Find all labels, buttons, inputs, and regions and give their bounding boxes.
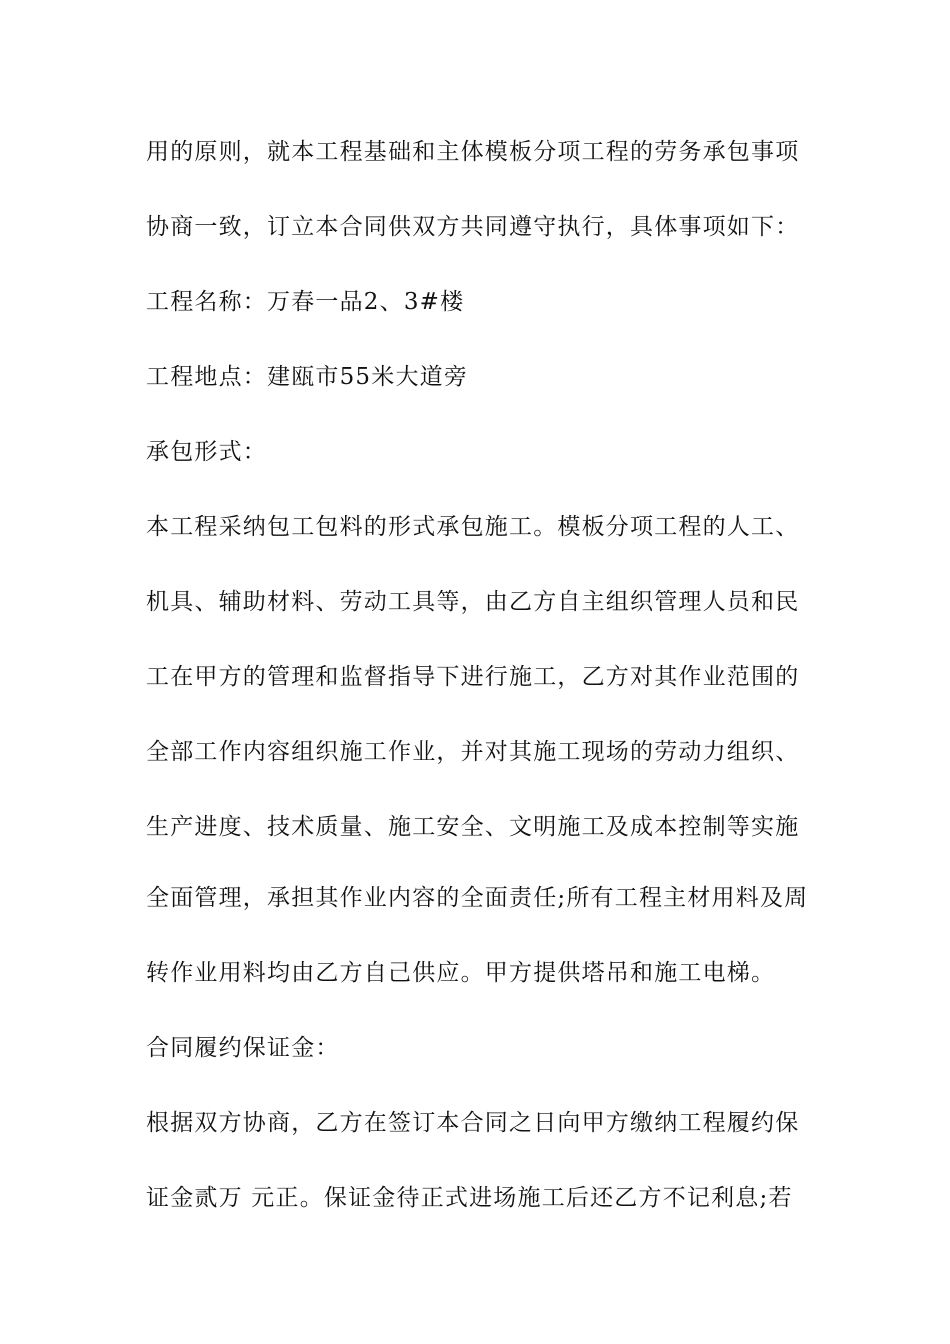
text-line: 本工程采纳包工包料的形式承包施工。模板分项工程的人工、: [146, 514, 800, 540]
text-line: 全部工作内容组织施工作业，并对其施工现场的劳动力组织、: [146, 739, 800, 765]
text-line: 协商一致，订立本合同供双方共同遵守执行，具体事项如下：: [146, 214, 800, 240]
text-line: 用的原则，就本工程基础和主体模板分项工程的劳务承包事项: [146, 139, 800, 165]
text-line: 工程名称：万春一品2、3#楼: [146, 289, 465, 315]
text-line: 证金贰万 元正。保证金待正式进场施工后还乙方不记利息;若: [146, 1185, 793, 1211]
text-line: 根据双方协商，乙方在签订本合同之日向甲方缴纳工程履约保: [146, 1110, 800, 1136]
text-line: 工在甲方的管理和监督指导下进行施工，乙方对其作业范围的: [146, 664, 800, 690]
section-heading: 合同履约保证金：: [146, 1035, 340, 1061]
text-line: 全面管理，承担其作业内容的全面责任;所有工程主材用料及周: [146, 885, 809, 911]
text-line: 转作业用料均由乙方自己供应。甲方提供塔吊和施工电梯。: [146, 960, 776, 986]
text-line: 机具、辅助材料、劳动工具等，由乙方自主组织管理人员和民: [146, 589, 800, 615]
text-line: 生产进度、技术质量、施工安全、文明施工及成本控制等实施: [146, 814, 800, 840]
section-heading: 承包形式：: [146, 439, 267, 465]
text-line: 工程地点：建瓯市55米大道旁: [146, 364, 469, 390]
